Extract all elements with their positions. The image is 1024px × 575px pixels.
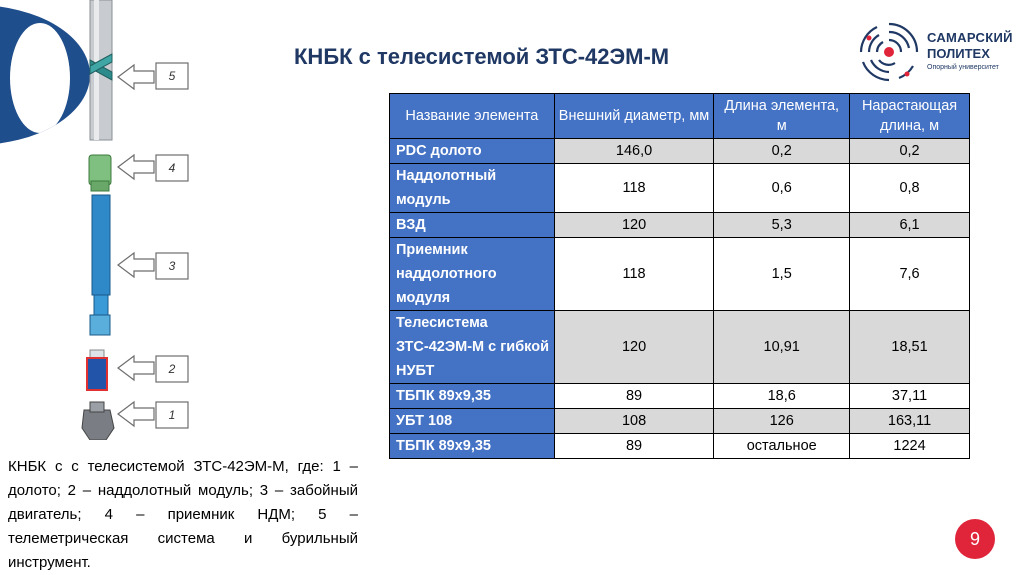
label-4: 4 [168,161,176,175]
header-cumulative: Нарастающая длина, м [850,94,970,139]
row-cumulative: 0,8 [850,164,970,213]
row-cumulative: 0,2 [850,139,970,164]
row-diameter: 118 [554,238,714,311]
row-cumulative: 163,11 [850,409,970,434]
logo-line-1: САМАРСКИЙ [927,30,1013,45]
table-header-row [390,94,970,139]
arrow-1 [118,402,154,426]
figure-caption: КНБК с с телесистемой ЗТС-42ЭМ-М, где: 1 – долото; 2 – наддолотный модуль; 3 – забойный двигатель; 4 – приемник НДМ; 5 – телеметрическая система и бурильный инструмент. [8,458,358,571]
row-name: Наддолотный модуль [390,164,555,213]
row-name: УБТ 108 [390,409,555,434]
page-title: КНБК с телесистемой ЗТС-42ЭМ-М [294,44,670,69]
row-diameter: 108 [554,409,714,434]
receiver-module-base [91,181,109,191]
table-row [390,384,970,409]
label-2: 2 [168,362,176,376]
label-3: 3 [168,259,176,273]
table-row [390,213,970,238]
table-row [390,311,970,384]
logo-line-3: Опорный университет [927,64,999,71]
university-logo [855,18,1015,88]
arrow-4 [118,155,154,179]
row-diameter: 120 [554,311,714,384]
header-name: Название элемента [390,94,555,139]
downhole-motor [92,195,110,295]
table-row [390,139,970,164]
table-row [390,409,970,434]
row-cumulative: 18,51 [850,311,970,384]
row-diameter: 89 [554,434,714,459]
logo-line-2: ПОЛИТЕХ [927,46,990,61]
near-bit-module [87,358,107,390]
bha-table [389,93,970,459]
row-name: ТБПК 89х9,35 [390,384,555,409]
header-length: Длина элемента, м [714,94,850,139]
row-diameter: 118 [554,164,714,213]
row-length: 5,3 [714,213,850,238]
label-5: 5 [168,69,176,83]
table-row [390,164,970,213]
page-number-badge: 9 [955,519,995,559]
row-name: Телесистема ЗТС-42ЭМ-М с гибкой НУБТ [390,311,555,384]
row-length: остальное [714,434,850,459]
arrow-2 [118,356,154,380]
table-row [390,238,970,311]
row-length: 18,6 [714,384,850,409]
row-cumulative: 37,11 [850,384,970,409]
module-cap [90,350,104,358]
row-diameter: 89 [554,384,714,409]
bha-diagram [70,0,210,440]
table-row [390,434,970,459]
row-name: Приемник наддолотного модуля [390,238,555,311]
row-cumulative: 7,6 [850,238,970,311]
arrow-3 [118,253,154,277]
row-diameter: 120 [554,213,714,238]
arrow-5 [118,65,154,89]
label-1: 1 [168,408,176,422]
row-length: 1,5 [714,238,850,311]
bit-shank [90,402,104,412]
row-diameter: 146,0 [554,139,714,164]
row-length: 10,91 [714,311,850,384]
header-diameter: Внешний диаметр, мм [554,94,714,139]
row-length: 126 [714,409,850,434]
motor-shaft [94,295,108,315]
row-name: ВЗД [390,213,555,238]
row-cumulative: 6,1 [850,213,970,238]
row-length: 0,6 [714,164,850,213]
motor-bearing [90,315,110,335]
row-cumulative: 1224 [850,434,970,459]
pdc-bit [82,410,114,440]
row-length: 0,2 [714,139,850,164]
row-name: PDC долото [390,139,555,164]
row-name: ТБПК 89х9,35 [390,434,555,459]
logo-emblem-icon [855,18,923,88]
